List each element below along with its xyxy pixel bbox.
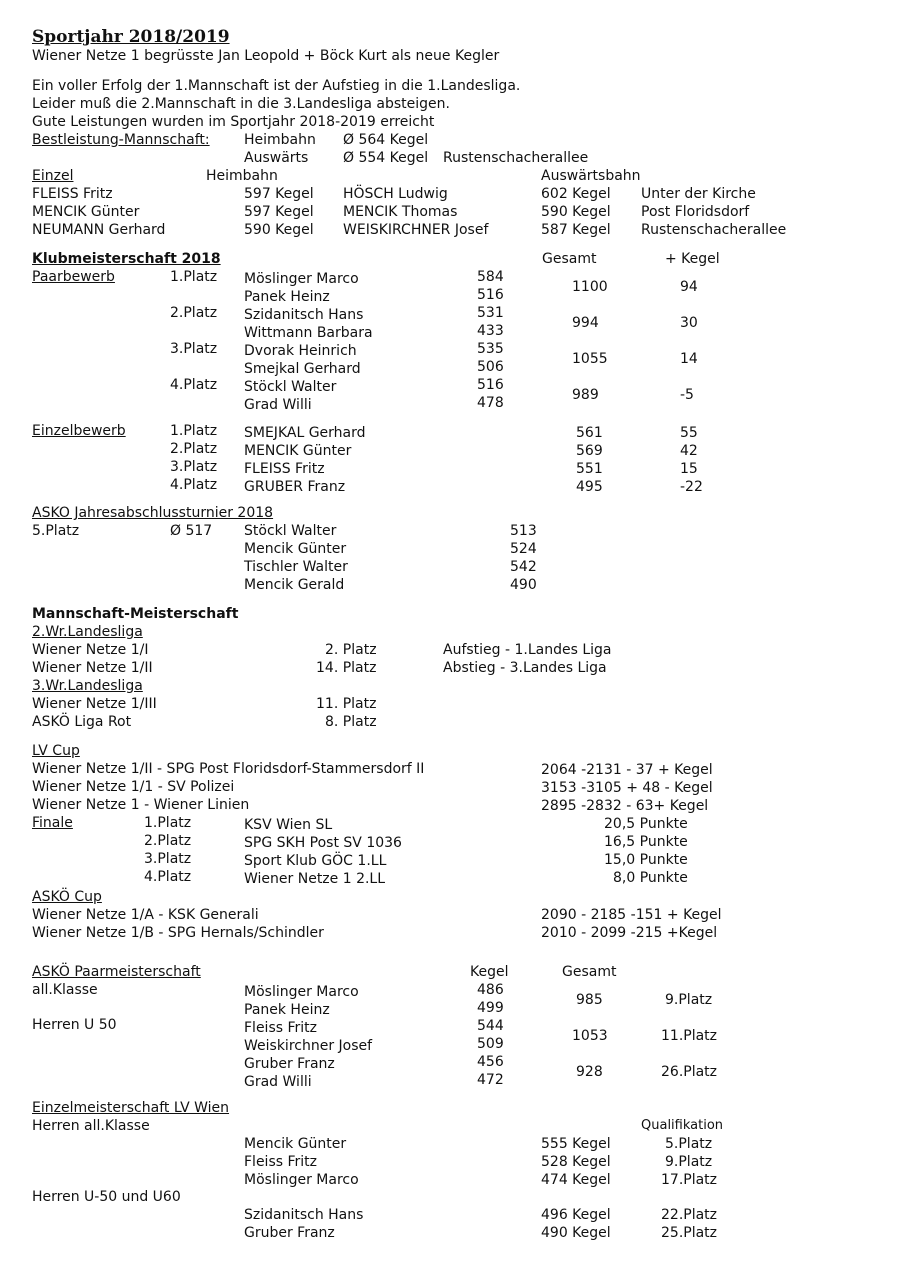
asko-year-player-score: 490: [510, 577, 537, 593]
club-pair-score-1: 535: [477, 341, 504, 357]
single-label: Einzel: [32, 168, 74, 184]
club-pair-place: 3.Platz: [170, 341, 218, 357]
asko-pair-place: 9.Platz: [665, 992, 713, 1008]
lv-cup-final-points: 16,5 Punkte: [604, 834, 688, 850]
club-pair-score-1: 516: [477, 377, 504, 393]
single-away-name: WEISKIRCHNER Josef: [343, 222, 489, 238]
single-home-score: 590 Kegel: [244, 222, 314, 238]
club-single-name: FLEISS Fritz: [244, 461, 325, 477]
lv-cup-result: 2895 -2832 - 63+ Kegel: [541, 798, 709, 814]
asko-year-player-score: 542: [510, 559, 537, 575]
best-team-home-value: Ø 564 Kegel: [343, 132, 429, 148]
asko-pair-player-2: Weiskirchner Josef: [244, 1038, 373, 1054]
lv-cup-final-label: Finale: [32, 815, 73, 831]
league2-note: Aufstieg - 1.Landes Liga: [443, 642, 612, 658]
league3-label: 3.Wr.Landesliga: [32, 678, 143, 694]
asko-pair-kegel-label: Kegel: [470, 964, 509, 980]
asko-pair-player-1: Gruber Franz: [244, 1056, 335, 1072]
lv-single-place: 9.Platz: [665, 1154, 713, 1170]
single-away-label: Auswärtsbahn: [541, 168, 641, 184]
lv-single-class-2: Herren U-50 und U60: [32, 1189, 181, 1205]
club-pair-score-2: 433: [477, 323, 504, 339]
league2-place: 14. Platz: [316, 660, 377, 676]
news-line-2: Leider muß die 2.Mannschaft in die 3.Landesliga absteigen.: [32, 96, 450, 112]
single-away-place: Post Floridsdorf: [641, 204, 750, 220]
asko-year-title: ASKO Jahresabschlussturnier 2018: [32, 505, 274, 521]
lv-cup-final-points: 8,0 Punkte: [613, 870, 688, 886]
club-pair-plus: 14: [680, 351, 698, 367]
single-away-score: 602 Kegel: [541, 186, 611, 202]
lv-single-place: 22.Platz: [661, 1207, 718, 1223]
club-pair-player-2: Grad Willi: [244, 397, 312, 413]
asko-pair-total-label: Gesamt: [562, 964, 617, 980]
club-pair-player-2: Wittmann Barbara: [244, 325, 373, 341]
club-pair-score-1: 531: [477, 305, 504, 321]
asko-pair-title: ASKÖ Paarmeisterschaft: [32, 964, 201, 980]
club-title: Klubmeisterschaft 2018: [32, 251, 221, 267]
lv-cup-final-place: 2.Platz: [144, 833, 192, 849]
lv-single-name: Fleiss Fritz: [244, 1154, 318, 1170]
asko-year-player-name: Mencik Gerald: [244, 577, 345, 593]
best-team-away-place: Rustenschacherallee: [443, 150, 589, 166]
league2-label: 2.Wr.Landesliga: [32, 624, 143, 640]
single-away-place: Rustenschacherallee: [641, 222, 787, 238]
single-away-score: 590 Kegel: [541, 204, 611, 220]
asko-year-place: 5.Platz: [32, 523, 80, 539]
club-pair-player-2: Smejkal Gerhard: [244, 361, 361, 377]
club-single-name: SMEJKAL Gerhard: [244, 425, 366, 441]
club-pair-total: 989: [572, 387, 599, 403]
club-single-plus: 42: [680, 443, 698, 459]
lv-single-name: Möslinger Marco: [244, 1172, 359, 1188]
club-single-total: 551: [576, 461, 603, 477]
lv-single-name: Szidanitsch Hans: [244, 1207, 364, 1223]
club-single-place: 2.Platz: [170, 441, 218, 457]
lv-cup-final-team: KSV Wien SL: [244, 817, 333, 833]
lv-cup-result: 2064 -2131 - 37 + Kegel: [541, 762, 713, 778]
asko-pair-score-2: 472: [477, 1072, 504, 1088]
single-away-name: HÖSCH Ludwig: [343, 186, 448, 202]
club-single-label: Einzelbewerb: [32, 423, 126, 439]
league2-team: Wiener Netze 1/II: [32, 660, 153, 676]
club-total-label: Gesamt: [542, 251, 597, 267]
lv-cup-final-place: 1.Platz: [144, 815, 192, 831]
lv-cup-match: Wiener Netze 1/II - SPG Post Floridsdorf-Stammersdorf II: [32, 761, 425, 777]
lv-single-place: 17.Platz: [661, 1172, 718, 1188]
asko-pair-score-2: 499: [477, 1000, 504, 1016]
lv-single-title: Einzelmeisterschaft LV Wien: [32, 1100, 230, 1116]
league2-note: Abstieg - 3.Landes Liga: [443, 660, 607, 676]
lv-cup-final-team: Sport Klub GÖC 1.LL: [244, 853, 387, 869]
club-single-name: GRUBER Franz: [244, 479, 346, 495]
best-team-label: Bestleistung-Mannschaft:: [32, 132, 210, 148]
club-pair-total: 1055: [572, 351, 608, 367]
asko-year-player-name: Stöckl Walter: [244, 523, 337, 539]
club-pair-plus: -5: [680, 387, 694, 403]
lv-single-score: 496 Kegel: [541, 1207, 611, 1223]
league2-team: Wiener Netze 1/I: [32, 642, 149, 658]
asko-pair-player-2: Panek Heinz: [244, 1002, 330, 1018]
single-home-score: 597 Kegel: [244, 186, 314, 202]
asko-pair-player-2: Grad Willi: [244, 1074, 312, 1090]
single-home-name: FLEISS Fritz: [32, 186, 113, 202]
asko-pair-score-1: 486: [477, 982, 504, 998]
single-home-name: MENCIK Günter: [32, 204, 140, 220]
asko-pair-total: 1053: [572, 1028, 608, 1044]
lv-single-score: 490 Kegel: [541, 1225, 611, 1241]
single-away-score: 587 Kegel: [541, 222, 611, 238]
lv-cup-match: Wiener Netze 1 - Wiener Linien: [32, 797, 250, 813]
club-single-plus: 55: [680, 425, 698, 441]
lv-cup-final-team: SPG SKH Post SV 1036: [244, 835, 402, 851]
club-single-total: 569: [576, 443, 603, 459]
club-pair-player-2: Panek Heinz: [244, 289, 330, 305]
asko-pair-class-1: all.Klasse: [32, 982, 98, 998]
club-pair-player-1: Dvorak Heinrich: [244, 343, 357, 359]
club-pair-place: 2.Platz: [170, 305, 218, 321]
club-single-place: 1.Platz: [170, 423, 218, 439]
league3-place: 8. Platz: [325, 714, 377, 730]
asko-pair-score-2: 509: [477, 1036, 504, 1052]
welcome-text: Wiener Netze 1 begrüsste Jan Leopold + Böck Kurt als neue Kegler: [32, 48, 500, 64]
club-pair-label: Paarbewerb: [32, 269, 115, 285]
lv-single-class-1: Herren all.Klasse: [32, 1118, 150, 1134]
club-pair-score-2: 516: [477, 287, 504, 303]
lv-single-score: 555 Kegel: [541, 1136, 611, 1152]
asko-year-player-score: 524: [510, 541, 537, 557]
asko-year-player-name: Mencik Günter: [244, 541, 347, 557]
lv-cup-title: LV Cup: [32, 743, 80, 759]
lv-cup-final-team: Wiener Netze 1 2.LL: [244, 871, 386, 887]
best-team-away-value: Ø 554 Kegel: [343, 150, 429, 166]
lv-cup-match: Wiener Netze 1/1 - SV Polizei: [32, 779, 235, 795]
asko-cup-result: 2010 - 2099 -215 +Kegel: [541, 925, 718, 941]
club-pair-player-1: Stöckl Walter: [244, 379, 337, 395]
club-single-name: MENCIK Günter: [244, 443, 352, 459]
asko-cup-match: Wiener Netze 1/B - SPG Hernals/Schindler: [32, 925, 324, 941]
single-away-name: MENCIK Thomas: [343, 204, 458, 220]
league3-team: Wiener Netze 1/III: [32, 696, 157, 712]
club-pair-score-1: 584: [477, 269, 504, 285]
club-pair-player-1: Szidanitsch Hans: [244, 307, 364, 323]
asko-cup-title: ASKÖ Cup: [32, 889, 102, 905]
club-pair-total: 994: [572, 315, 599, 331]
club-pair-plus: 30: [680, 315, 698, 331]
single-away-place: Unter der Kirche: [641, 186, 756, 202]
single-home-label: Heimbahn: [206, 168, 278, 184]
asko-pair-total: 985: [576, 992, 603, 1008]
asko-cup-result: 2090 - 2185 -151 + Kegel: [541, 907, 722, 923]
club-pair-score-2: 478: [477, 395, 504, 411]
page-title: Sportjahr 2018/2019: [32, 27, 230, 47]
club-single-plus: -22: [680, 479, 703, 495]
single-home-name: NEUMANN Gerhard: [32, 222, 166, 238]
club-pair-place: 4.Platz: [170, 377, 218, 393]
club-single-place: 4.Platz: [170, 477, 218, 493]
lv-single-place: 5.Platz: [665, 1136, 713, 1152]
asko-year-average: Ø 517: [170, 523, 213, 539]
asko-pair-score-1: 544: [477, 1018, 504, 1034]
lv-cup-result: 3153 -3105 + 48 - Kegel: [541, 780, 713, 796]
asko-pair-place: 11.Platz: [661, 1028, 718, 1044]
club-single-place: 3.Platz: [170, 459, 218, 475]
asko-year-player-name: Tischler Walter: [244, 559, 348, 575]
club-pair-player-1: Möslinger Marco: [244, 271, 359, 287]
asko-pair-place: 26.Platz: [661, 1064, 718, 1080]
lv-single-qual-label: Qualifikation: [641, 1118, 724, 1133]
club-pair-score-2: 506: [477, 359, 504, 375]
asko-pair-player-1: Fleiss Fritz: [244, 1020, 318, 1036]
club-pair-place: 1.Platz: [170, 269, 218, 285]
lv-cup-final-points: 15,0 Punkte: [604, 852, 688, 868]
club-pair-total: 1100: [572, 279, 608, 295]
club-plus-label: + Kegel: [665, 251, 720, 267]
asko-pair-player-1: Möslinger Marco: [244, 984, 359, 1000]
lv-cup-final-place: 4.Platz: [144, 869, 192, 885]
league2-place: 2. Platz: [325, 642, 377, 658]
good-results-text: Gute Leistungen wurden im Sportjahr 2018-2019 erreicht: [32, 114, 435, 130]
club-single-total: 561: [576, 425, 603, 441]
news-line-1: Ein voller Erfolg der 1.Mannschaft ist der Aufstieg in die 1.Landesliga.: [32, 78, 521, 94]
best-team-away-label: Auswärts: [244, 150, 309, 166]
lv-single-name: Mencik Günter: [244, 1136, 347, 1152]
lv-single-score: 528 Kegel: [541, 1154, 611, 1170]
club-single-plus: 15: [680, 461, 698, 477]
asko-cup-match: Wiener Netze 1/A - KSK Generali: [32, 907, 259, 923]
best-team-home-label: Heimbahn: [244, 132, 316, 148]
league3-team: ASKÖ Liga Rot: [32, 714, 132, 730]
lv-single-place: 25.Platz: [661, 1225, 718, 1241]
team-champ-title: Mannschaft-Meisterschaft: [32, 606, 239, 622]
club-pair-plus: 94: [680, 279, 698, 295]
asko-pair-class-2: Herren U 50: [32, 1017, 117, 1033]
lv-cup-final-points: 20,5 Punkte: [604, 816, 688, 832]
league3-place: 11. Platz: [316, 696, 377, 712]
club-single-total: 495: [576, 479, 603, 495]
lv-cup-final-place: 3.Platz: [144, 851, 192, 867]
asko-pair-score-1: 456: [477, 1054, 504, 1070]
lv-single-name: Gruber Franz: [244, 1225, 335, 1241]
single-home-score: 597 Kegel: [244, 204, 314, 220]
asko-year-player-score: 513: [510, 523, 537, 539]
asko-pair-total: 928: [576, 1064, 603, 1080]
lv-single-score: 474 Kegel: [541, 1172, 611, 1188]
